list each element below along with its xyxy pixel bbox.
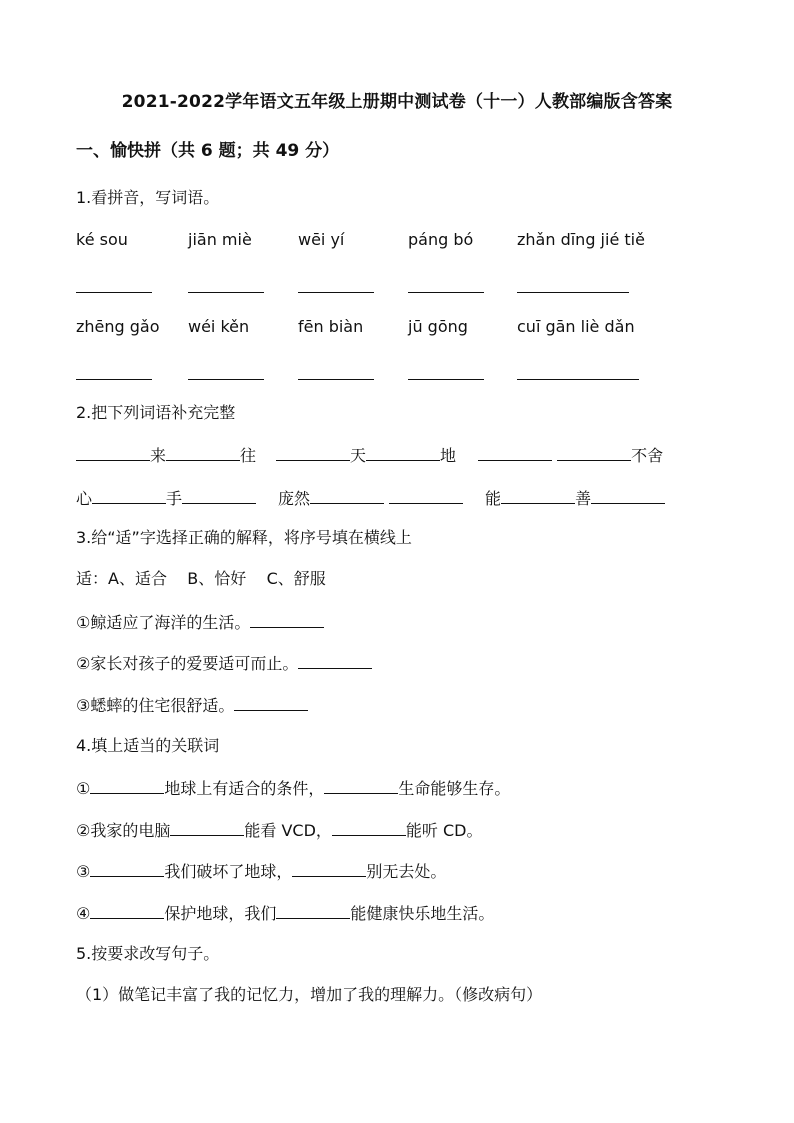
idiom-char: 善 <box>575 489 592 508</box>
idiom-char: 往 <box>240 446 257 465</box>
answer-blank[interactable] <box>188 378 264 380</box>
pinyin-item: fēn biàn <box>298 317 364 336</box>
pinyin-item: jiān miè <box>188 230 252 249</box>
answer-blank[interactable] <box>517 291 629 293</box>
page-title: 2021-2022学年语文五年级上册期中测试卷（十一）人教部编版含答案 <box>121 92 673 112</box>
q3-item-text: ③蟋蟀的住宅很舒适。 <box>76 696 235 715</box>
q4-text: 我们破坏了地球， <box>164 862 293 881</box>
idiom-char: 来 <box>150 446 167 465</box>
answer-blank[interactable] <box>90 777 164 794</box>
pinyin-item: cuī gān liè dǎn <box>517 317 635 336</box>
answer-blank[interactable] <box>166 444 240 461</box>
answer-blank[interactable] <box>170 819 244 836</box>
item-number: ② <box>76 821 91 840</box>
idiom-char: 手 <box>166 489 183 508</box>
item-number: ③ <box>76 862 91 881</box>
section-heading: 一、愉快拼（共 6 题；共 49 分） <box>76 141 340 161</box>
idiom-char: 天 <box>350 446 367 465</box>
pinyin-item: zhēng gǎo <box>76 317 160 336</box>
q4-item <box>76 860 446 882</box>
answer-blank[interactable] <box>276 444 350 461</box>
answer-blank[interactable] <box>298 378 374 380</box>
q5-prompt: 5.按要求改写句子。 <box>76 944 220 963</box>
answer-blank[interactable] <box>76 444 150 461</box>
answer-blank[interactable] <box>188 291 264 293</box>
q4-text: 地球上有适合的条件， <box>164 779 325 798</box>
answer-blank[interactable] <box>408 378 484 380</box>
pinyin-item: zhǎn dīng jié tiě <box>517 230 645 249</box>
answer-blank[interactable] <box>478 444 552 461</box>
q3-prompt: 3.给“适”字选择正确的解释，将序号填在横线上 <box>76 528 412 547</box>
q2-line-1 <box>76 444 663 466</box>
pinyin-item: páng bó <box>408 230 474 249</box>
q3-item <box>76 652 372 674</box>
q3-options: 适：A、适合 B、恰好 C、舒服 <box>76 569 326 588</box>
q4-text: 生命能够生存。 <box>398 779 511 798</box>
answer-blank[interactable] <box>408 291 484 293</box>
q1-prompt: 1.看拼音，写词语。 <box>76 188 220 207</box>
idiom-char: 不舍 <box>631 446 664 465</box>
answer-blank[interactable] <box>76 291 152 293</box>
q3-item-text: ①鲸适应了海洋的生活。 <box>76 613 251 632</box>
q4-item <box>76 777 510 799</box>
pinyin-item: wéi kěn <box>188 317 250 336</box>
q4-text: 我家的电脑 <box>90 821 171 840</box>
answer-blank[interactable] <box>90 902 164 919</box>
answer-blank[interactable] <box>501 487 575 504</box>
answer-blank[interactable] <box>298 291 374 293</box>
answer-blank[interactable] <box>76 378 152 380</box>
q4-item <box>76 819 482 841</box>
idiom-char: 能 <box>485 489 502 508</box>
answer-blank[interactable] <box>366 444 440 461</box>
q3-item <box>76 611 324 633</box>
pinyin-item: wēi yí <box>298 230 345 249</box>
idiom-char: 地 <box>440 446 457 465</box>
answer-blank[interactable] <box>310 487 384 504</box>
answer-blank[interactable] <box>557 444 631 461</box>
answer-blank[interactable] <box>90 860 164 877</box>
answer-blank[interactable] <box>591 487 665 504</box>
idiom-char: 心 <box>76 489 93 508</box>
idiom-char: 庞然 <box>278 489 311 508</box>
answer-blank[interactable] <box>324 777 398 794</box>
q5-sub-question: （1）做笔记丰富了我的记忆力，增加了我的理解力。（修改病句） <box>76 985 543 1004</box>
q4-text: 能健康快乐地生活。 <box>350 904 495 923</box>
q4-item <box>76 902 494 924</box>
pinyin-item: jū gōng <box>408 317 468 336</box>
answer-blank[interactable] <box>92 487 166 504</box>
answer-blank[interactable] <box>182 487 256 504</box>
q2-prompt: 2.把下列词语补充完整 <box>76 403 236 422</box>
q4-text: 能看 VCD， <box>244 821 332 840</box>
q4-prompt: 4.填上适当的关联词 <box>76 736 220 755</box>
q4-text: 保护地球，我们 <box>164 904 277 923</box>
answer-blank[interactable] <box>292 860 366 877</box>
item-number: ① <box>76 779 91 798</box>
answer-blank[interactable] <box>234 694 308 711</box>
answer-blank[interactable] <box>298 652 372 669</box>
answer-blank[interactable] <box>389 487 463 504</box>
answer-blank[interactable] <box>250 611 324 628</box>
q3-item-text: ②家长对孩子的爱要适可而止。 <box>76 654 299 673</box>
q4-text: 能听 CD。 <box>405 821 483 840</box>
item-number: ④ <box>76 904 91 923</box>
answer-blank[interactable] <box>332 819 406 836</box>
pinyin-item: ké sou <box>76 230 128 249</box>
q4-text: 别无去处。 <box>366 862 447 881</box>
answer-blank[interactable] <box>517 378 639 380</box>
q3-item <box>76 694 308 716</box>
q2-line-2 <box>76 487 665 509</box>
answer-blank[interactable] <box>276 902 350 919</box>
